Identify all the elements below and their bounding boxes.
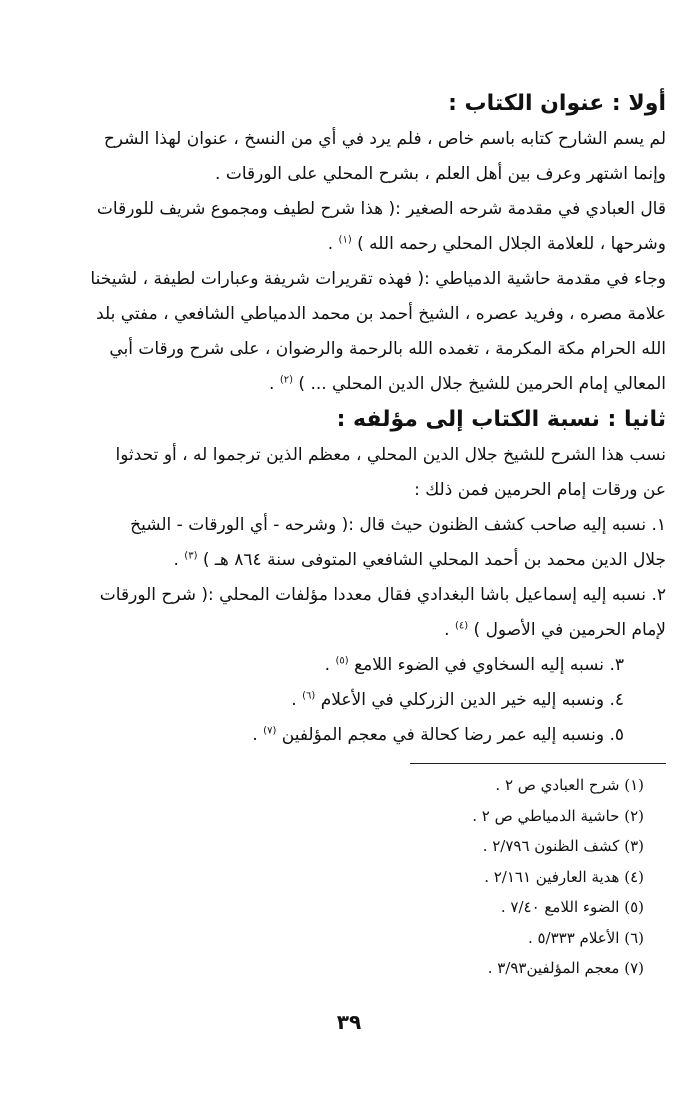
text-segment: .	[252, 725, 264, 745]
section-heading-attribution: ثانيا : نسبة الكتاب إلى مؤلفه :	[336, 407, 666, 432]
footnote-ref[interactable]: (٧)	[263, 725, 277, 737]
text-line: علامة مصره ، وفريد عصره ، الشيخ أحمد بن محمد الدمياطي الشافعي ، مفتي بلد	[96, 304, 666, 324]
footnotes-list	[40, 770, 666, 984]
paragraph-abbadi-quote	[40, 192, 666, 262]
text-line	[40, 227, 666, 262]
text-segment: ٣. نسبه إليه السخاوي في الضوء اللامع	[348, 655, 624, 675]
text-line: وإنما اشتهر وعرف بين أهل العلم ، بشرح المحلي على الورقات .	[215, 164, 666, 184]
footnote-ref[interactable]: (٣)	[184, 550, 198, 562]
list-item-kahhala	[40, 718, 666, 753]
text-segment: .	[444, 620, 455, 640]
text-segment: .	[173, 550, 185, 570]
list-item-kashf	[40, 508, 666, 578]
list-item-sakhawi	[40, 648, 666, 683]
footnote-divider	[410, 763, 666, 764]
text-line: نسب هذا الشرح للشيخ جلال الدين المحلي ، معظم الذين ترجموا له ، أو تحدثوا	[115, 445, 666, 465]
text-line: ١. نسبه إليه صاحب كشف الظنون حيث قال :( وشرحه - أي الورقات - الشيخ	[130, 515, 666, 535]
footnote-ref[interactable]: (٦)	[302, 690, 316, 702]
text-segment: .	[327, 234, 339, 254]
text-line	[40, 367, 666, 402]
text-segment: وشرحها ، للعلامة الجلال المحلي رحمه الله )	[351, 234, 666, 254]
text-segment: ٤. ونسبه إليه خير الدين الزركلي في الأعلام	[315, 690, 624, 710]
page-number: ٣٩	[336, 1010, 362, 1034]
text-segment: .	[324, 655, 336, 675]
footnote-item: (٣) كشف الظنون ٢/٧٩٦ .	[482, 837, 644, 855]
text-segment: .	[291, 690, 303, 710]
text-line	[40, 543, 666, 578]
paragraph-dimyati-quote	[40, 262, 666, 402]
text-line: ٢. نسبه إليه إسماعيل باشا البغدادي فقال معددا مؤلفات المحلي :( شرح الورقات	[99, 585, 666, 605]
footnote-ref[interactable]: (٤)	[454, 620, 469, 632]
footnote-item: (٤) هدية العارفين ٢/١٦١ .	[484, 867, 644, 886]
footnote-ref[interactable]: (٢)	[279, 374, 293, 386]
footnote-item: (٦) الأعلام ٥/٣٣٣ .	[527, 928, 644, 947]
text-segment: جلال الدين محمد بن أحمد المحلي الشافعي المتوفى سنة ٨٦٤ هـ )	[197, 550, 666, 570]
list-item-zirikli	[40, 683, 666, 718]
footnote-item: (٥) الضوء اللامع ٧/٤٠ .	[500, 898, 644, 916]
text-segment: المعالي إمام الحرمين للشيخ جلال الدين المحلي ... )	[293, 374, 666, 394]
text-segment: .	[269, 374, 280, 394]
text-segment: ٥. ونسبه إليه عمر رضا كحالة في معجم المؤلفين	[276, 725, 624, 745]
footnote-ref[interactable]: (٥)	[335, 655, 349, 667]
footnote-item: (٧) معجم المؤلفين٣/٩٣ .	[487, 959, 644, 977]
section-heading-title: أولا : عنوان الكتاب :	[448, 91, 666, 116]
paragraph-no-title	[40, 122, 666, 192]
text-line	[40, 613, 666, 648]
text-line: وجاء في مقدمة حاشية الدمياطي :( فهذه تقريرات شريفة وعبارات لطيفة ، لشيخنا	[90, 269, 666, 289]
list-item-baghdadi	[40, 578, 666, 648]
text-line: لم يسم الشارح كتابه باسم خاص ، فلم يرد في أي من النسخ ، عنوان لهذا الشرح	[103, 129, 666, 149]
text-line: قال العبادي في مقدمة شرحه الصغير :( هذا شرح لطيف ومجموع شريف للورقات	[96, 199, 666, 219]
document-page	[40, 86, 666, 984]
text-line: الله الحرام مكة المكرمة ، تغمده الله بالرحمة والرضوان ، على شرح ورقات أبي	[109, 339, 666, 359]
paragraph-attribution-intro	[40, 438, 666, 508]
text-segment: لإمام الحرمين في الأصول )	[468, 620, 666, 640]
footnote-item: (٢) حاشية الدمياطي ص ٢ .	[472, 806, 644, 825]
text-line: عن ورقات إمام الحرمين فمن ذلك :	[414, 480, 666, 500]
footnote-ref[interactable]: (١)	[338, 234, 352, 246]
footnote-item: (١) شرح العبادي ص ٢ .	[495, 776, 644, 794]
